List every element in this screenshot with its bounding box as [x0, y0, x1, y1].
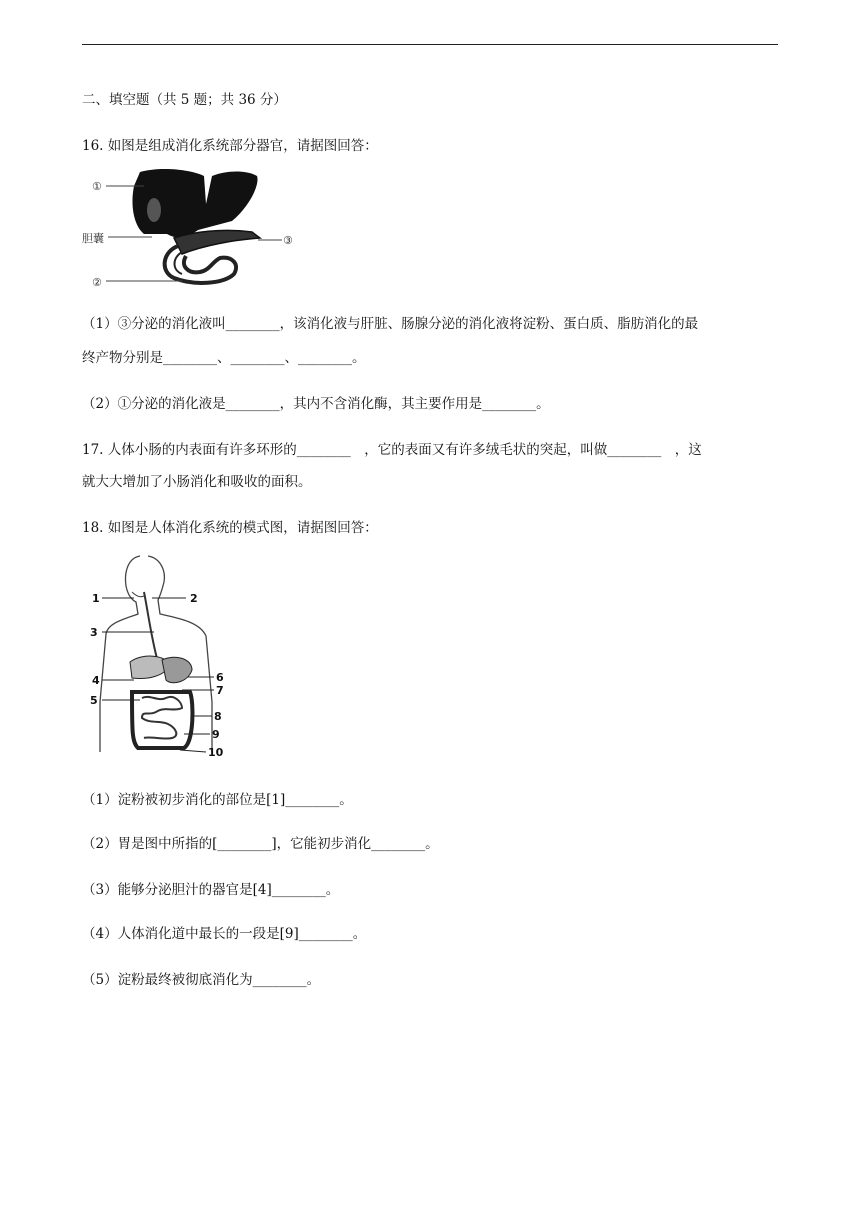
fig18-label-4: 4	[92, 674, 100, 687]
fig18-label-7: 7	[216, 684, 224, 697]
fig18-label-8: 8	[214, 710, 222, 723]
q16-stem: 16. 如图是组成消化系统部分器官，请据图回答：	[82, 138, 378, 154]
q18-sub3: （3）能够分泌胆汁的器官是[4]________。	[82, 882, 340, 898]
fig18-label-6: 6	[216, 671, 224, 684]
q16-part2: （2）①分泌的消化液是________，其内不含消化酶，其主要作用是________。	[82, 396, 550, 412]
q17-line1: 17. 人体小肠的内表面有许多环形的________ ，它的表面又有许多绒毛状的突起，叫做________ ，这	[82, 442, 702, 458]
q18-sub4: （4）人体消化道中最长的一段是[9]________。	[82, 926, 367, 942]
q16-part1-line1: （1）③分泌的消化液叫________，该消化液与肝脏、肠腺分泌的消化液将淀粉、蛋白质、脂肪消化的最	[82, 316, 699, 332]
fig16-label-1: ①	[92, 180, 102, 193]
fig18-label-10: 10	[208, 746, 224, 759]
header-rule	[82, 44, 778, 45]
q17-line2: 就大大增加了小肠消化和吸收的面积。	[82, 474, 312, 490]
fig16-label-2: ②	[92, 276, 102, 289]
fig16-label-gallbladder: 胆囊	[82, 232, 104, 245]
fig18-label-1: 1	[92, 592, 100, 605]
q18-digestive-figure	[88, 552, 238, 762]
q16-organ-figure	[82, 166, 304, 296]
fig18-label-5: 5	[90, 694, 98, 707]
q16-part1-line2: 终产物分别是________、________、________。	[82, 350, 366, 366]
q18-sub5: （5）淀粉最终被彻底消化为________。	[82, 972, 321, 988]
fig18-label-3: 3	[90, 626, 98, 639]
fig18-label-9: 9	[212, 728, 220, 741]
q18-stem: 18. 如图是人体消化系统的模式图，请据图回答：	[82, 520, 378, 536]
fig18-label-2: 2	[190, 592, 198, 605]
gallbladder-shape	[147, 198, 161, 222]
q18-sub2: （2）胃是图中所指的[________]，它能初步消化________。	[82, 836, 439, 852]
pancreas-shape	[174, 230, 260, 254]
fig16-label-3: ③	[283, 234, 293, 247]
q18-sub1: （1）淀粉被初步消化的部位是[1]________。	[82, 792, 353, 808]
section-title: 二、填空题（共 5 题；共 36 分）	[82, 92, 287, 108]
